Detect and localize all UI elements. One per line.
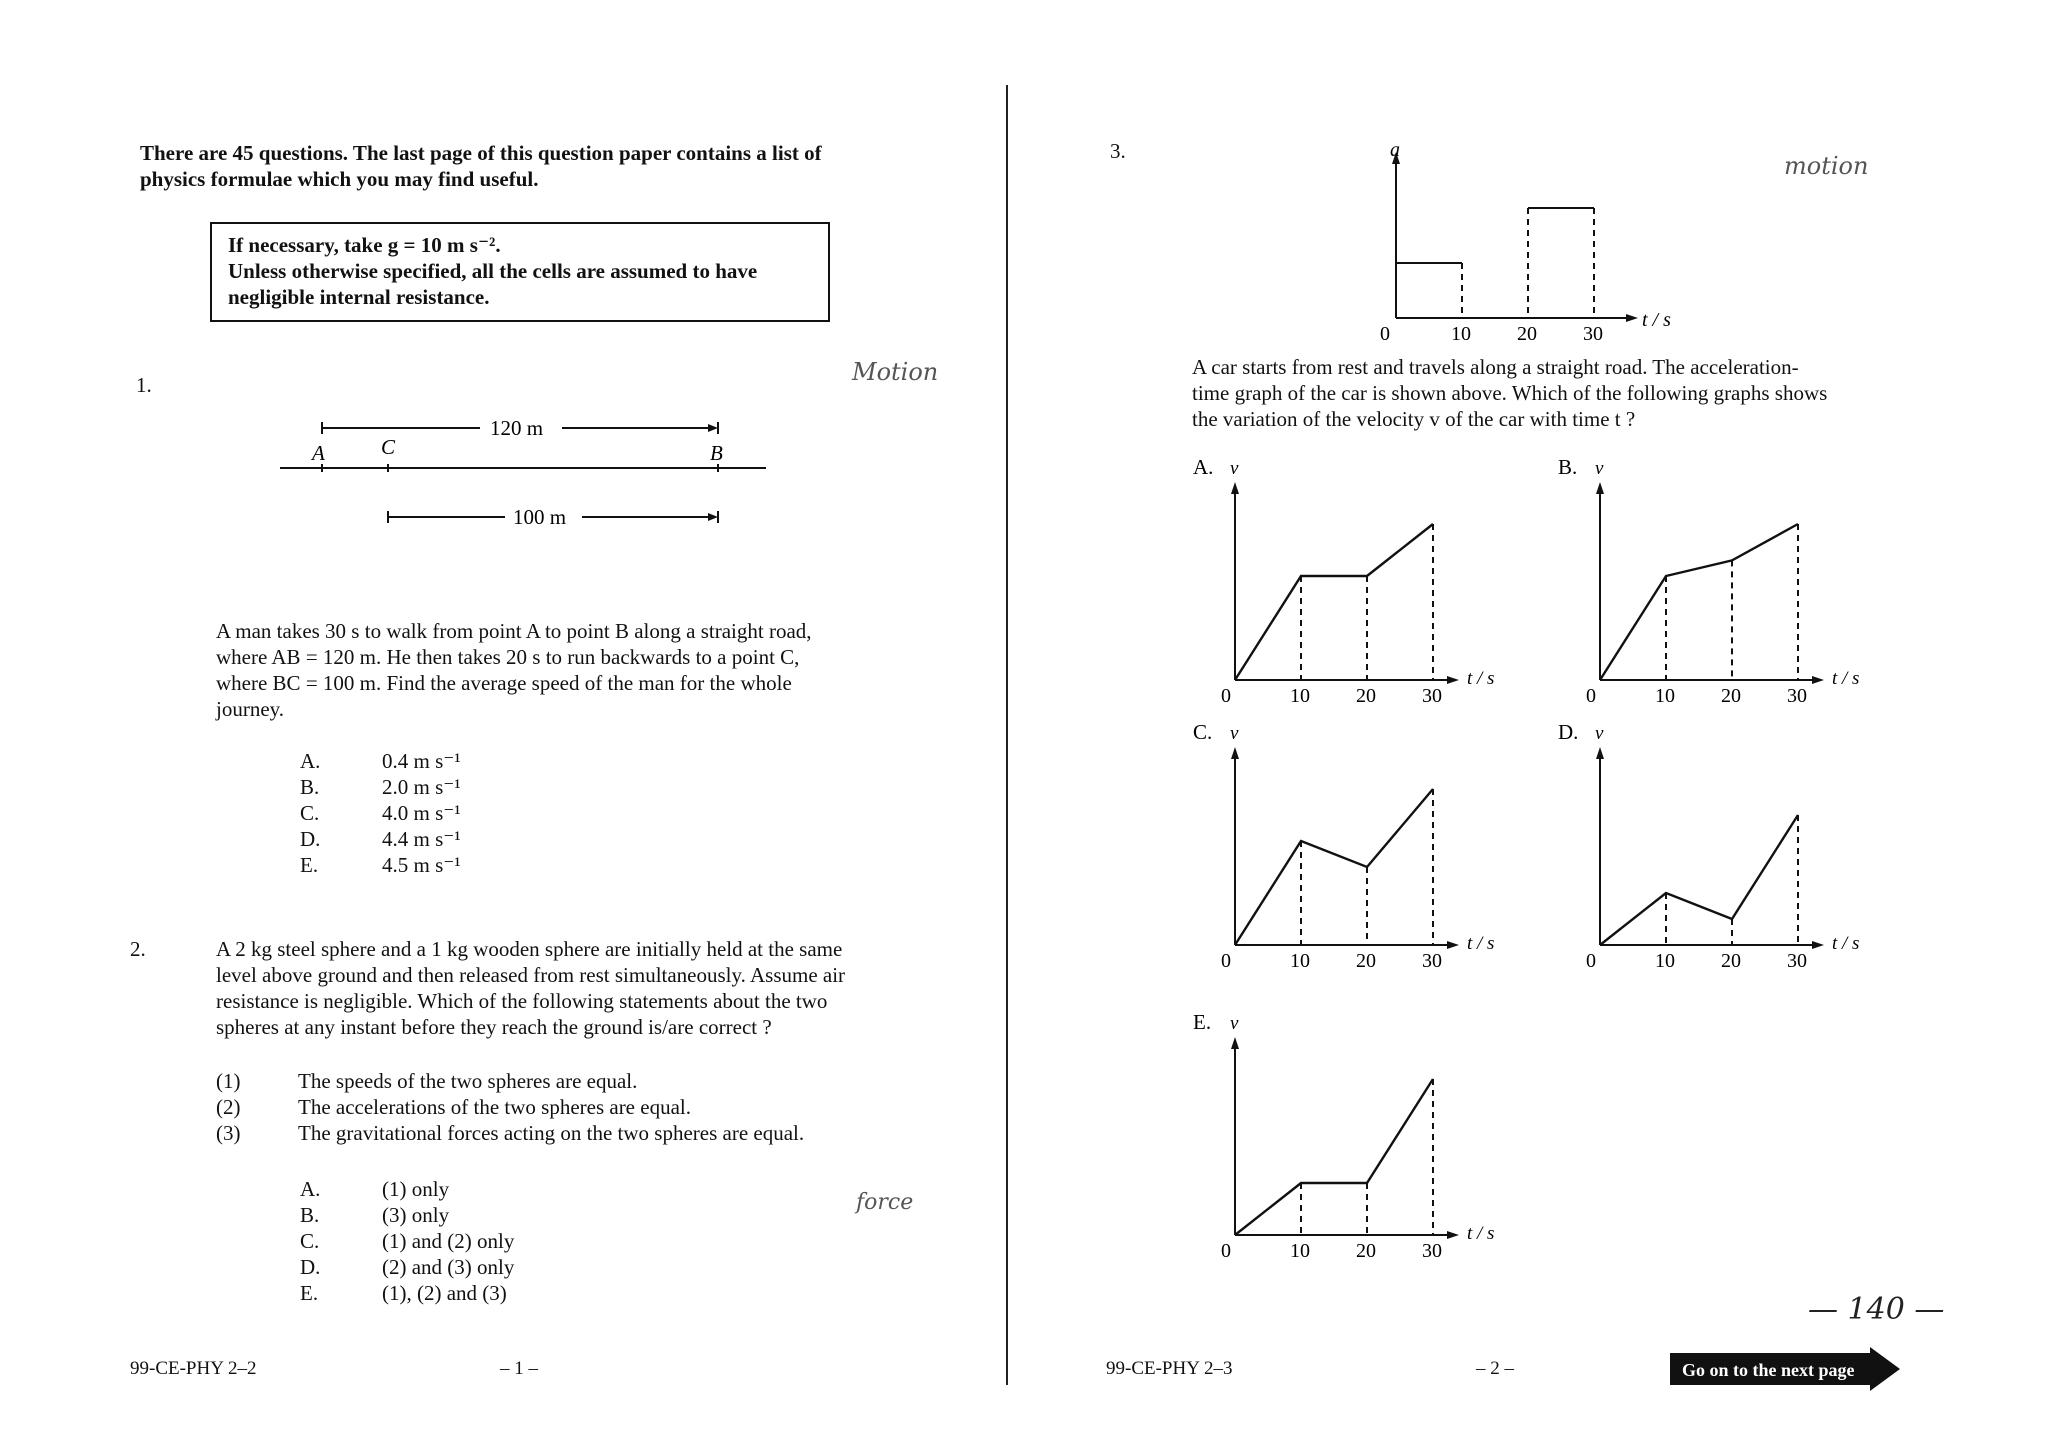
- q1-text-1: A man takes 30 s to walk from point A to point B along a straight road,: [216, 619, 812, 643]
- option-a-tick-20: 20: [1356, 685, 1376, 707]
- q2-statement-1: (1) The speeds of the two spheres are equal.: [216, 1069, 638, 1093]
- next-page-label: Go on to the next page: [1682, 1360, 1855, 1380]
- option-b-x-arrow: [1812, 676, 1824, 684]
- option-b-velocity-line: [1600, 524, 1798, 680]
- option-d-tick-0: 0: [1586, 950, 1596, 972]
- q1-option-e: E. 4.5 m s⁻¹: [300, 853, 461, 877]
- option-c-tick-0: 0: [1221, 950, 1231, 972]
- option-e-xlabel: t / s: [1467, 1223, 1495, 1244]
- box-line-2: Unless otherwise specified, all the cells are assumed to have: [228, 259, 758, 283]
- q1-option-c: C. 4.0 m s⁻¹: [300, 801, 461, 825]
- option-b-tick-10: 10: [1655, 685, 1675, 707]
- q2-statement-3: (3) The gravitational forces acting on the two spheres are equal.: [216, 1121, 805, 1145]
- option-d-ylabel: v: [1595, 723, 1604, 744]
- q2-text-2: level above ground and then released from rest simultaneously. Assume air: [216, 963, 846, 987]
- q3-number: 3.: [1110, 139, 1126, 163]
- option-c-label: C.: [1193, 720, 1213, 744]
- q2-statement-2: (2) The accelerations of the two spheres are equal.: [216, 1095, 691, 1119]
- handwriting-q2: force: [856, 1190, 914, 1215]
- box-line-1: If necessary, take g = 10 m s⁻².: [228, 233, 501, 257]
- option-d-label: D.: [1558, 720, 1579, 744]
- q1-point-c: C: [381, 435, 396, 459]
- q1-option-b: B. 2.0 m s⁻¹: [300, 775, 461, 799]
- option-d-tick-10: 10: [1655, 950, 1675, 972]
- q2-text-3: resistance is negligible. Which of the following statements about the two: [216, 989, 828, 1013]
- option-a-label: A.: [1193, 455, 1214, 479]
- q1-text-4: journey.: [216, 697, 285, 721]
- velocity-graph-options: [1180, 455, 1860, 1315]
- option-e-y-arrow: [1231, 1037, 1239, 1049]
- q2-text-4: spheres at any instant before they reach the ground is/are correct ?: [216, 1015, 772, 1039]
- accel-tick-10: 10: [1451, 323, 1471, 345]
- accel-graph-ylabel: a: [1390, 139, 1400, 161]
- option-a-tick-30: 30: [1422, 685, 1442, 707]
- q3-text-3: the variation of the velocity v of the car with time t ?: [1192, 407, 1636, 431]
- option-b-xlabel: t / s: [1832, 668, 1860, 689]
- option-c-y-arrow: [1231, 747, 1239, 759]
- option-a-tick-0: 0: [1221, 685, 1231, 707]
- option-e-tick-0: 0: [1221, 1240, 1231, 1262]
- option-d-xlabel: t / s: [1832, 933, 1860, 954]
- next-page-button[interactable]: [1670, 1347, 1900, 1391]
- q1-text-2: where AB = 120 m. He then takes 20 s to run backwards to a point C,: [216, 645, 800, 669]
- page-divider: [1006, 85, 1008, 1385]
- option-b-label: B.: [1558, 455, 1578, 479]
- option-c-tick-10: 10: [1290, 950, 1310, 972]
- q2-option-b: B. (3) only: [300, 1203, 450, 1227]
- option-e-label: E.: [1193, 1010, 1212, 1034]
- q1-point-a: A: [312, 441, 325, 465]
- q2-text-1: A 2 kg steel sphere and a 1 kg wooden sphere are initially held at the same: [216, 937, 843, 961]
- acceleration-time-graph: [1370, 140, 1690, 350]
- option-e-tick-30: 30: [1422, 1240, 1442, 1262]
- handwriting-q1: Motion: [852, 358, 939, 386]
- q1-point-b: B: [710, 441, 723, 465]
- option-a-y-arrow: [1231, 482, 1239, 494]
- option-d-tick-30: 30: [1787, 950, 1807, 972]
- option-d-x-arrow: [1812, 941, 1824, 949]
- option-c-xlabel: t / s: [1467, 933, 1495, 954]
- intro-line-1: There are 45 questions. The last page of this question paper contains a list of: [140, 141, 822, 165]
- q1-number: 1.: [136, 373, 152, 397]
- option-c-x-arrow: [1447, 941, 1459, 949]
- page-number-1: – 1 –: [500, 1358, 538, 1379]
- option-a-tick-10: 10: [1290, 685, 1310, 707]
- option-b-tick-0: 0: [1586, 685, 1596, 707]
- option-d: [1558, 720, 1859, 972]
- handwritten-page-number: — 140 —: [1808, 1292, 1945, 1327]
- q1-option-d: D. 4.4 m s⁻¹: [300, 827, 461, 851]
- page-number-2: – 2 –: [1476, 1358, 1514, 1379]
- option-c-ylabel: v: [1230, 723, 1239, 744]
- option-a-x-arrow: [1447, 676, 1459, 684]
- option-e-velocity-line: [1235, 1079, 1433, 1235]
- accel-tick-20: 20: [1517, 323, 1537, 345]
- handwriting-top: motion: [1784, 152, 1869, 180]
- q1-ab-label: 120 m: [490, 416, 544, 440]
- footer-code-2: 99-CE-PHY 2–3: [1106, 1358, 1233, 1379]
- option-b-tick-30: 30: [1787, 685, 1807, 707]
- intro-line-2: physics formulae which you may find useful.: [140, 167, 539, 191]
- option-d-velocity-line: [1600, 815, 1798, 945]
- option-d-tick-20: 20: [1721, 950, 1741, 972]
- option-b-ylabel: v: [1595, 458, 1604, 479]
- q2-option-d: D. (2) and (3) only: [300, 1255, 515, 1279]
- q3-text-2: time graph of the car is shown above. Which of the following graphs shows: [1192, 381, 1828, 405]
- box-line-3: negligible internal resistance.: [228, 285, 490, 309]
- option-e-x-arrow: [1447, 1231, 1459, 1239]
- accel-tick-0: 0: [1380, 323, 1390, 345]
- accel-graph-xlabel: t / s: [1642, 309, 1671, 331]
- option-c-tick-30: 30: [1422, 950, 1442, 972]
- accel-tick-30: 30: [1583, 323, 1603, 345]
- option-e-tick-10: 10: [1290, 1240, 1310, 1262]
- q2-number: 2.: [130, 937, 146, 961]
- option-e-tick-20: 20: [1356, 1240, 1376, 1262]
- q1-text-3: where BC = 100 m. Find the average speed of the man for the whole: [216, 671, 792, 695]
- option-a-velocity-line: [1235, 524, 1433, 680]
- option-e-ylabel: v: [1230, 1013, 1239, 1034]
- option-c-velocity-line: [1235, 789, 1433, 945]
- q2-option-a: A. (1) only: [300, 1177, 450, 1201]
- footer-code-1: 99-CE-PHY 2–2: [130, 1358, 257, 1379]
- option-b: [1558, 455, 1859, 707]
- q2-option-e: E. (1), (2) and (3): [300, 1281, 507, 1305]
- option-a-xlabel: t / s: [1467, 668, 1495, 689]
- option-b-y-arrow: [1596, 482, 1604, 494]
- q1-option-a: A. 0.4 m s⁻¹: [300, 749, 461, 773]
- option-c-tick-20: 20: [1356, 950, 1376, 972]
- q2-option-c: C. (1) and (2) only: [300, 1229, 515, 1253]
- option-d-y-arrow: [1596, 747, 1604, 759]
- q1-road-diagram: [280, 400, 780, 540]
- option-e: [1193, 1010, 1494, 1262]
- q3-text-1: A car starts from rest and travels along a straight road. The acceleration-: [1192, 355, 1799, 379]
- option-a: [1193, 455, 1494, 707]
- option-c: [1193, 720, 1494, 972]
- option-b-tick-20: 20: [1721, 685, 1741, 707]
- option-a-ylabel: v: [1230, 458, 1239, 479]
- q1-bc-label: 100 m: [513, 505, 567, 529]
